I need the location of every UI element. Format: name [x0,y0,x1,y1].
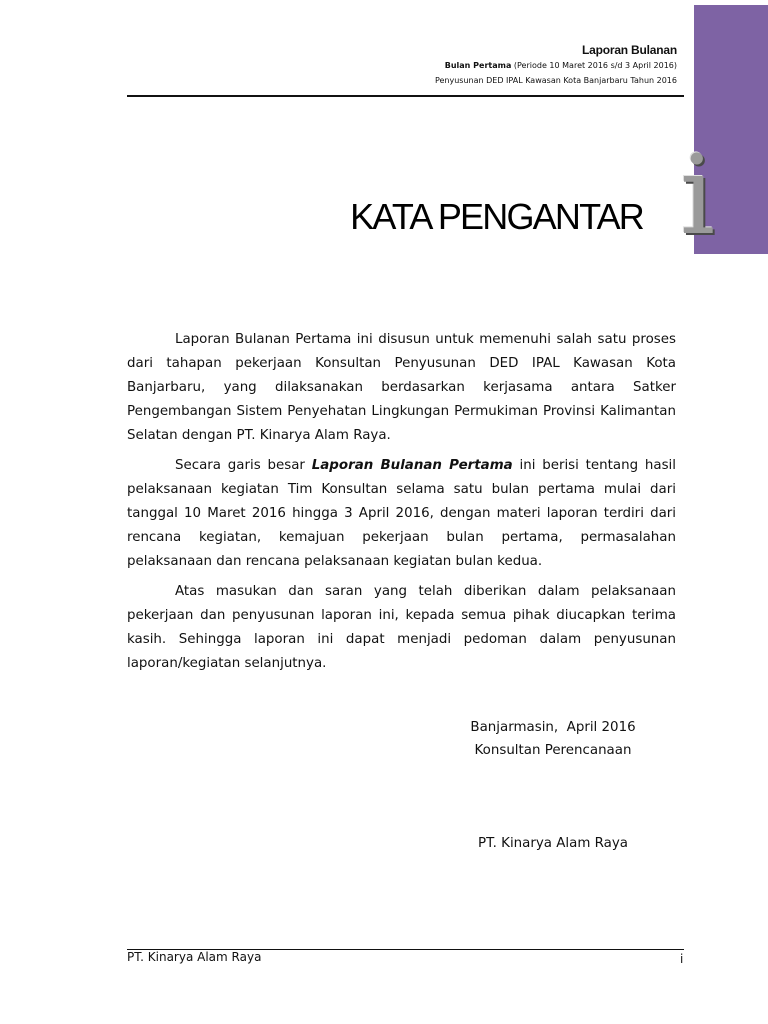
signature-role: Konsultan Perencanaan [474,743,632,758]
signature-block [460,716,646,762]
header-divider [127,95,684,97]
header-period [445,61,677,70]
header-project: Penyusunan DED IPAL Kawasan Kota Banjarbaru Tahun 2016 [434,76,677,85]
signature-company: PT. Kinarya Alam Raya [478,836,628,851]
page-number: i [680,952,684,966]
chapter-title: KATA PENGANTAR [350,196,643,237]
paragraph-1: Laporan Bulanan Pertama ini disusun untuk memenuhi salah satu proses dari tahapan pekerjaan Konsultan Penyusunan DED IPAL Kawasan Kota Banjarbaru, yang dilaksanakan berdasarkan kerjasama antara Satker Pengembangan Sistem Penyehatan Lingkungan Permukiman Provinsi Kalimantan Selatan dengan PT. Kinarya Alam Raya. [127,332,676,443]
body-text [127,328,676,682]
paragraph-3: Atas masukan dan saran yang telah diberikan dalam pelaksanaan pekerjaan dan penyusunan laporan ini, kepada semua pihak diucapkan terima kasih. Sehingga laporan ini dapat menjadi pedoman dalam penyusunan laporan/kegiatan selanjutnya. [127,584,676,671]
paragraph-2 [127,454,676,574]
paragraph-2-intro: Secara garis besar [175,458,312,473]
paragraph-2-body: ini berisi tentang hasil pelaksanaan kegiatan Tim Konsultan selama satu bulan pertama mulai dari tanggal 10 Maret 2016 hingga 3 April 2016, dengan materi laporan terdiri dari rencana kegiatan, kemajuan pekerjaan bulan pertama, permasalahan pelaksanaan dan rencana pelaksanaan kegiatan bulan kedua. [127,458,676,569]
header-title: Laporan Bulanan [581,43,677,57]
footer-company: PT. Kinarya Alam Raya [127,950,262,964]
header-period-label: Bulan Pertama [444,61,512,70]
header-period-range: (Periode 10 Maret 2016 s/d 3 April 2016) [513,61,677,70]
report-name-emphasis: Laporan Bulanan Pertama [311,458,513,473]
signature-place-date: Banjarmasin, April 2016 [470,720,636,735]
chapter-numeral: i [680,131,716,259]
